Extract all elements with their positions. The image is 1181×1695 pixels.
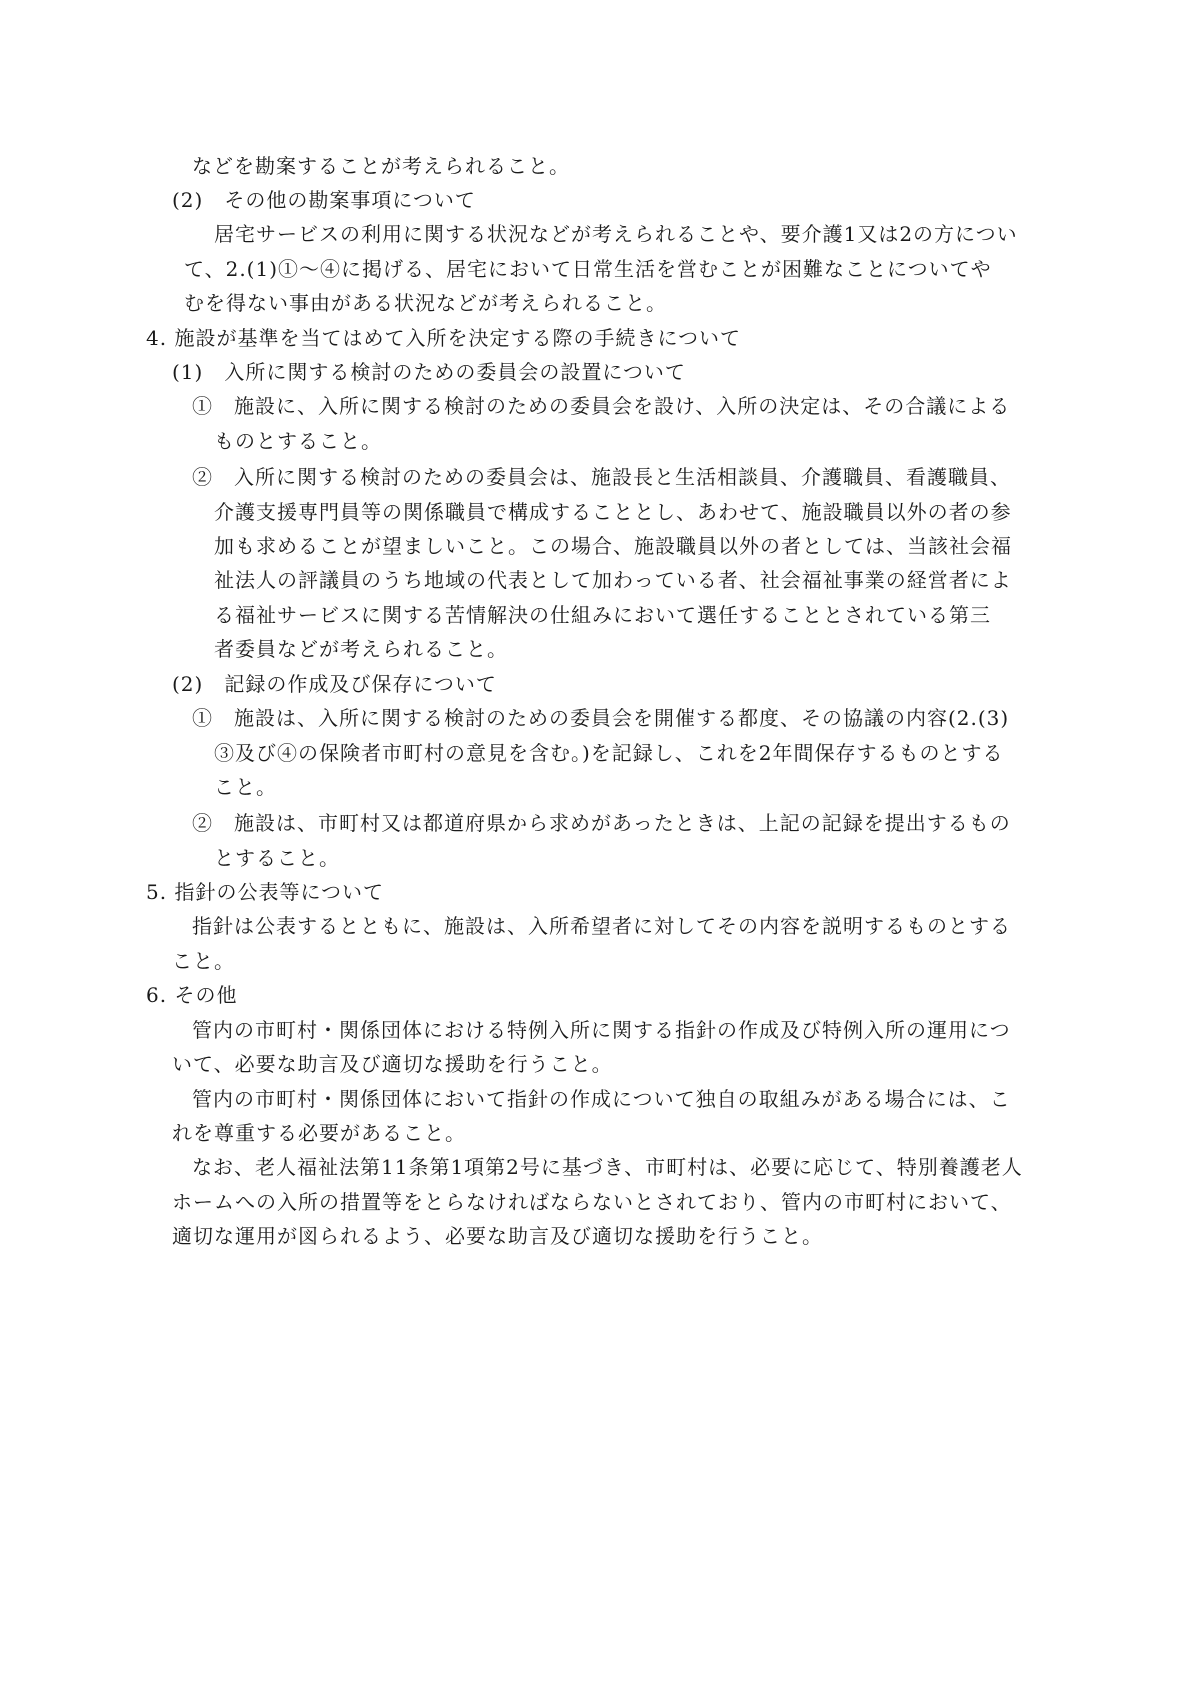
section-heading: 4. 施設が基準を当てはめて入所を決定する際の手続きについて	[146, 326, 742, 350]
text-line: 管内の市町村・関係団体において指針の作成について独自の取組みがある場合には、こ	[192, 1087, 1011, 1111]
text-line: こと。	[214, 775, 277, 799]
text-line: る福祉サービスに関する苦情解決の仕組みにおいて選任することとされている第三	[214, 603, 991, 627]
list-item: ② 入所に関する検討のための委員会は、施設長と生活相談員、介護職員、看護職員、	[192, 465, 1011, 489]
list-item: ① 施設に、入所に関する検討のための委員会を設け、入所の決定は、その合議による	[192, 394, 1011, 418]
text-line: 者委員などが考えられること。	[214, 637, 508, 661]
section-heading: 6. その他	[146, 983, 238, 1007]
text-line: ホームへの入所の措置等をとらなければならないとされており、管内の市町村において、	[172, 1190, 1012, 1214]
list-item: ① 施設は、入所に関する検討のための委員会を開催する都度、その協議の内容(2.(3)	[192, 706, 1010, 730]
text-line: 介護支援専門員等の関係職員で構成することとし、あわせて、施設職員以外の者の参	[214, 500, 1012, 524]
list-item: ② 施設は、市町村又は都道府県から求めがあったときは、上記の記録を提出するもの	[192, 811, 1011, 835]
text-line: 管内の市町村・関係団体における特例入所に関する指針の作成及び特例入所の運用につ	[192, 1018, 1011, 1042]
subsection-heading: (1) 入所に関する検討のための委員会の設置について	[172, 360, 686, 384]
text-line: こと。	[172, 949, 235, 973]
text-line: などを勘案することが考えられること。	[192, 154, 570, 178]
text-line: いて、必要な助言及び適切な援助を行うこと。	[172, 1052, 613, 1076]
text-line: 指針は公表するとともに、施設は、入所希望者に対してその内容を説明するものとする	[192, 914, 1011, 938]
text-line: 祉法人の評議員のうち地域の代表として加わっている者、社会福祉事業の経営者によ	[214, 568, 1012, 592]
section-heading: 5. 指針の公表等について	[146, 880, 385, 904]
text-line: むを得ない事由がある状況などが考えられること。	[184, 291, 667, 315]
text-line: 居宅サービスの利用に関する状況などが考えられることや、要介護1又は2の方につい	[214, 222, 1018, 246]
subsection-heading: (2) その他の勘案事項について	[172, 188, 476, 212]
text-line: 適切な運用が図られるよう、必要な助言及び適切な援助を行うこと。	[172, 1224, 823, 1248]
text-line: とすること。	[214, 846, 340, 870]
subsection-heading: (2) 記録の作成及び保存について	[172, 672, 497, 696]
text-line: ものとすること。	[214, 429, 382, 453]
text-line: なお、老人福祉法第11条第1項第2号に基づき、市町村は、必要に応じて、特別養護老人	[192, 1155, 1023, 1179]
text-line: れを尊重する必要があること。	[172, 1121, 466, 1145]
text-line: ③及び④の保険者市町村の意見を含む。)を記録し、これを2年間保存するものとする	[214, 741, 1004, 765]
text-line: 加も求めることが望ましいこと。この場合、施設職員以外の者としては、当該社会福	[214, 534, 1012, 558]
text-line: て、2.(1)①～④に掲げる、居宅において日常生活を営むことが困難なことについてや	[184, 257, 992, 281]
